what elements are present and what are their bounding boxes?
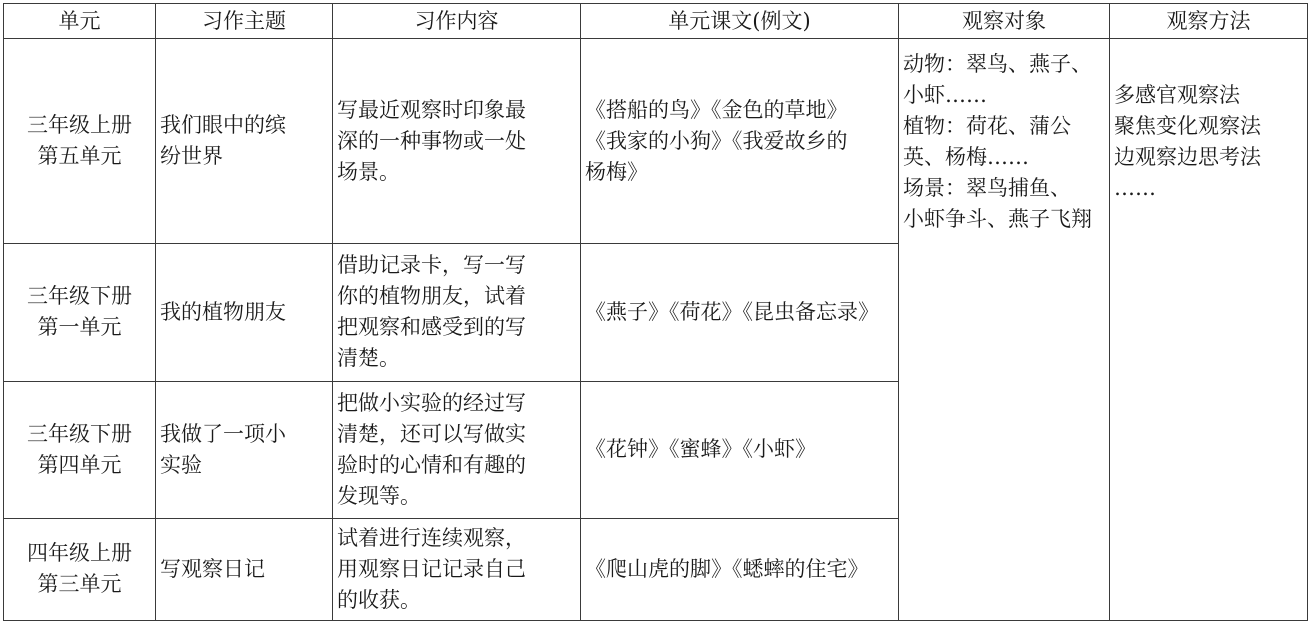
cell-line: 小虾争斗、燕子飞翔 (903, 206, 1092, 231)
cell-line: 的收获。 (337, 587, 421, 612)
cell-line: 场景：翠鸟捕鱼、 (903, 175, 1071, 200)
cell-content (333, 244, 581, 381)
cell-line: 借助记录卡，写一写 (337, 253, 526, 278)
observation-writing-table (3, 3, 1308, 621)
cell-unit (4, 381, 156, 518)
cell-line: 《爬山虎的脚》《蟋蟀的住宅》 (585, 556, 869, 581)
cell-line: 第三单元 (37, 572, 122, 597)
cell-line: 把做小实验的经过写 (337, 390, 526, 415)
cell-line: 植物：荷花、蒲公 (903, 113, 1071, 138)
cell-topic (156, 39, 333, 244)
cell-line: 我们眼中的缤 (160, 113, 286, 138)
header-target: 观察对象 (899, 4, 1110, 39)
cell-line: 写最近观察时印象最 (337, 97, 526, 122)
cell-line: 《燕子》《荷花》《昆虫备忘录》 (585, 299, 879, 324)
cell-content (333, 381, 581, 518)
cell-line: 发现等。 (337, 483, 421, 508)
cell-line: 清楚。 (337, 346, 400, 371)
cell-method (1110, 39, 1308, 621)
cell-line: 第五单元 (37, 144, 122, 169)
header-row (4, 4, 1308, 39)
cell-line: 三年级下册 (27, 284, 132, 309)
cell-unit (4, 244, 156, 381)
cell-target (899, 39, 1110, 621)
cell-line: 《我家的小狗》《我爱故乡的 (585, 128, 848, 153)
header-content: 习作内容 (333, 4, 581, 39)
cell-line: 深的一种事物或一处 (337, 128, 526, 153)
cell-line: 杨梅》 (585, 159, 648, 184)
cell-line: 清楚，还可以写做实 (337, 421, 526, 446)
cell-line: 实验 (160, 452, 202, 477)
cell-line: 把观察和感受到的写 (337, 315, 526, 340)
cell-topic (156, 381, 333, 518)
cell-line: 《花钟》《蜜蜂》《小虾》 (585, 437, 816, 462)
cell-line: 动物：翠鸟、燕子、 (903, 51, 1092, 76)
cell-line: …… (1114, 175, 1156, 200)
header-texts: 单元课文(例文) (581, 4, 899, 39)
cell-content (333, 39, 581, 244)
header-topic: 习作主题 (156, 4, 333, 39)
cell-content (333, 518, 581, 620)
cell-line: 场景。 (337, 159, 400, 184)
cell-line: 三年级上册 (27, 113, 132, 138)
cell-line: 小虾…… (903, 82, 987, 107)
cell-line: 边观察边思考法 (1114, 144, 1261, 169)
cell-line: 纷世界 (160, 144, 223, 169)
cell-line: 四年级上册 (27, 541, 132, 566)
cell-texts (581, 244, 899, 381)
table-row (4, 39, 1308, 244)
cell-line: 验时的心情和有趣的 (337, 452, 526, 477)
cell-line: 聚焦变化观察法 (1114, 113, 1261, 138)
cell-unit (4, 39, 156, 244)
cell-line: 我的植物朋友 (160, 299, 286, 324)
cell-line: 你的植物朋友，试着 (337, 284, 526, 309)
cell-texts (581, 381, 899, 518)
cell-topic (156, 518, 333, 620)
cell-unit (4, 518, 156, 620)
cell-line: 写观察日记 (160, 556, 265, 581)
cell-texts (581, 518, 899, 620)
header-method: 观察方法 (1110, 4, 1308, 39)
cell-line: 英、杨梅…… (903, 144, 1029, 169)
cell-line: 第四单元 (37, 452, 122, 477)
cell-line: 试着进行连续观察， (337, 525, 526, 550)
cell-line: 《搭船的鸟》《金色的草地》 (585, 97, 848, 122)
observation-writing-table-container (3, 3, 1307, 621)
cell-line: 用观察日记记录自己 (337, 556, 526, 581)
cell-topic (156, 244, 333, 381)
cell-line: 我做了一项小 (160, 421, 286, 446)
cell-line: 第一单元 (37, 315, 122, 340)
cell-line: 多感官观察法 (1114, 82, 1240, 107)
header-unit: 单元 (4, 4, 156, 39)
target-block (903, 39, 1105, 244)
cell-line: 三年级下册 (27, 421, 132, 446)
cell-texts (581, 39, 899, 244)
method-block (1114, 39, 1303, 244)
